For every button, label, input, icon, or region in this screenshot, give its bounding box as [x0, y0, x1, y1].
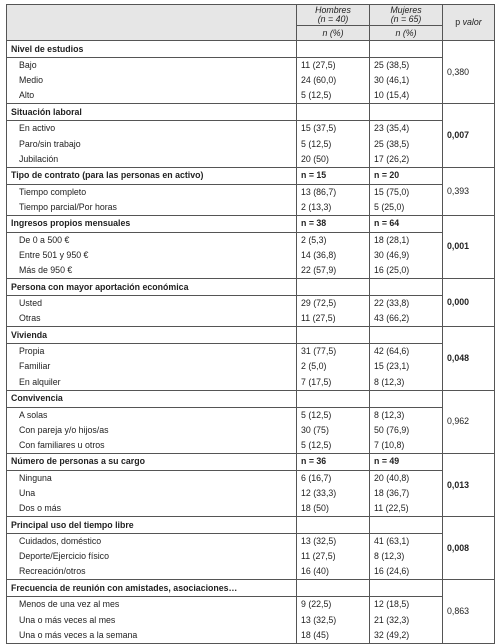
section-n-hombres [297, 104, 370, 121]
section-n-hombres [297, 517, 370, 534]
cell-hombres: 15 (37,5) [297, 121, 370, 137]
table-row [7, 423, 495, 438]
table-row [7, 58, 495, 74]
table-row [7, 73, 495, 88]
p-value: 0,000 [443, 279, 495, 327]
row-label: Recreación/otros [7, 564, 297, 580]
p-value: 0,380 [443, 41, 495, 104]
row-label: Propia [7, 344, 297, 360]
header-hombres-label: Hombres [315, 5, 351, 16]
header-n-pct-hombres: n (%) [297, 26, 370, 41]
section-title: Convivencia [7, 390, 297, 407]
cell-hombres: 13 (86,7) [297, 184, 370, 200]
table-row [7, 88, 495, 104]
row-label: Tiempo parcial/Por horas [7, 200, 297, 216]
row-label: Cuidados, doméstico [7, 534, 297, 550]
row-label: Una o más veces a la semana [7, 628, 297, 644]
cell-hombres: 14 (36,8) [297, 248, 370, 263]
cell-hombres: 29 (72,5) [297, 296, 370, 312]
row-label: Paro/sin trabajo [7, 136, 297, 151]
section-title: Nivel de estudios [7, 41, 297, 58]
table-row [7, 232, 495, 248]
table-row [7, 470, 495, 486]
table-row [7, 407, 495, 423]
section-title: Principal uso del tiempo libre [7, 517, 297, 534]
row-label: Alto [7, 88, 297, 104]
section-n-mujeres [370, 327, 443, 344]
cell-hombres: 9 (22,5) [297, 597, 370, 613]
cell-mujeres: 30 (46,9) [370, 248, 443, 263]
table-row [7, 121, 495, 137]
row-label: Una o más veces al mes [7, 612, 297, 627]
header-mujeres-label: Mujeres [390, 5, 422, 16]
table-row [7, 136, 495, 151]
table-row [7, 263, 495, 279]
header-p-prefix: p [455, 17, 461, 28]
cell-mujeres: 11 (22,5) [370, 501, 443, 517]
table-row [7, 151, 495, 167]
table-row [7, 628, 495, 644]
table-row [7, 184, 495, 200]
table-row [7, 311, 495, 327]
section-row [7, 41, 495, 58]
cell-hombres: 7 (17,5) [297, 374, 370, 390]
section-row [7, 453, 495, 470]
table-header [7, 5, 495, 41]
cell-mujeres: 20 (40,8) [370, 470, 443, 486]
cell-hombres: 2 (5,3) [297, 232, 370, 248]
cell-mujeres: 32 (49,2) [370, 628, 443, 644]
row-label: Ninguna [7, 470, 297, 486]
section-n-hombres: n = 38 [297, 215, 370, 232]
cell-mujeres: 8 (12,3) [370, 407, 443, 423]
cell-mujeres: 15 (75,0) [370, 184, 443, 200]
table-row [7, 549, 495, 564]
table-row [7, 374, 495, 390]
table-row [7, 486, 495, 501]
header-p-italic: valor [462, 17, 482, 28]
row-label: Entre 501 y 950 € [7, 248, 297, 263]
cell-mujeres: 18 (36,7) [370, 486, 443, 501]
table-row [7, 438, 495, 454]
row-label: Más de 950 € [7, 263, 297, 279]
p-value: 0,007 [443, 104, 495, 167]
section-n-mujeres [370, 104, 443, 121]
cell-mujeres: 7 (10,8) [370, 438, 443, 454]
row-label: En activo [7, 121, 297, 137]
section-row [7, 390, 495, 407]
section-row [7, 279, 495, 296]
table-row [7, 564, 495, 580]
cell-mujeres: 23 (35,4) [370, 121, 443, 137]
section-n-mujeres [370, 41, 443, 58]
row-label: De 0 a 500 € [7, 232, 297, 248]
section-n-hombres: n = 36 [297, 453, 370, 470]
row-label: Otras [7, 311, 297, 327]
section-row [7, 167, 495, 184]
cell-hombres: 13 (32,5) [297, 612, 370, 627]
row-label: Deporte/Ejercicio físico [7, 549, 297, 564]
header-mujeres [370, 5, 443, 26]
header-p-valor [443, 5, 495, 41]
cell-hombres: 2 (5,0) [297, 359, 370, 374]
cell-hombres: 5 (12,5) [297, 136, 370, 151]
table-body [7, 41, 495, 644]
cell-mujeres: 16 (25,0) [370, 263, 443, 279]
p-value: 0,393 [443, 167, 495, 215]
section-row [7, 517, 495, 534]
cell-hombres: 12 (33,3) [297, 486, 370, 501]
section-title: Persona con mayor aportación económica [7, 279, 297, 296]
cell-mujeres: 10 (15,4) [370, 88, 443, 104]
cell-hombres: 22 (57,9) [297, 263, 370, 279]
section-title: Número de personas a su cargo [7, 453, 297, 470]
section-title: Situación laboral [7, 104, 297, 121]
cell-hombres: 24 (60,0) [297, 73, 370, 88]
cell-hombres: 16 (40) [297, 564, 370, 580]
cell-hombres: 2 (13,3) [297, 200, 370, 216]
cell-hombres: 31 (77,5) [297, 344, 370, 360]
cell-mujeres: 12 (18,5) [370, 597, 443, 613]
row-label: A solas [7, 407, 297, 423]
table-row [7, 359, 495, 374]
row-label: Medio [7, 73, 297, 88]
section-n-hombres [297, 41, 370, 58]
p-value: 0,001 [443, 215, 495, 278]
row-label: En alquiler [7, 374, 297, 390]
section-n-hombres [297, 279, 370, 296]
p-value: 0,863 [443, 580, 495, 643]
table-row [7, 597, 495, 613]
cell-hombres: 5 (12,5) [297, 407, 370, 423]
cell-mujeres: 22 (33,8) [370, 296, 443, 312]
cell-mujeres: 43 (66,2) [370, 311, 443, 327]
row-label: Con pareja y/o hijos/as [7, 423, 297, 438]
header-blank-cell [7, 5, 297, 41]
row-label: Tiempo completo [7, 184, 297, 200]
cell-mujeres: 8 (12,3) [370, 549, 443, 564]
cell-mujeres: 8 (12,3) [370, 374, 443, 390]
section-title: Vivienda [7, 327, 297, 344]
cell-hombres: 11 (27,5) [297, 549, 370, 564]
row-label: Jubilación [7, 151, 297, 167]
cell-mujeres: 25 (38,5) [370, 58, 443, 74]
cell-mujeres: 5 (25,0) [370, 200, 443, 216]
section-row [7, 215, 495, 232]
cell-mujeres: 18 (28,1) [370, 232, 443, 248]
section-title: Tipo de contrato (para las personas en activo) [7, 167, 297, 184]
table-row [7, 612, 495, 627]
cell-hombres: 18 (50) [297, 501, 370, 517]
section-n-hombres [297, 327, 370, 344]
cell-mujeres: 41 (63,1) [370, 534, 443, 550]
section-row [7, 327, 495, 344]
header-mujeres-n: (n = 65) [390, 14, 422, 24]
row-label: Menos de una vez al mes [7, 597, 297, 613]
cell-hombres: 5 (12,5) [297, 88, 370, 104]
header-hombres-n: (n = 40) [317, 14, 349, 24]
cell-mujeres: 30 (46,1) [370, 73, 443, 88]
cell-hombres: 11 (27,5) [297, 58, 370, 74]
p-value: 0,048 [443, 327, 495, 390]
cell-hombres: 30 (75) [297, 423, 370, 438]
row-label: Dos o más [7, 501, 297, 517]
table-row [7, 534, 495, 550]
section-title: Frecuencia de reunión con amistades, asociaciones… [7, 580, 297, 597]
cell-mujeres: 17 (26,2) [370, 151, 443, 167]
cell-mujeres: 21 (32,3) [370, 612, 443, 627]
section-n-hombres: n = 15 [297, 167, 370, 184]
table-row [7, 200, 495, 216]
table-row [7, 501, 495, 517]
section-n-hombres [297, 390, 370, 407]
cell-mujeres: 25 (38,5) [370, 136, 443, 151]
p-value: 0,013 [443, 453, 495, 516]
row-label: Bajo [7, 58, 297, 74]
row-label: Usted [7, 296, 297, 312]
table-row [7, 248, 495, 263]
cell-hombres: 20 (50) [297, 151, 370, 167]
row-label: Una [7, 486, 297, 501]
cell-hombres: 6 (16,7) [297, 470, 370, 486]
header-hombres [297, 5, 370, 26]
cell-mujeres: 15 (23,1) [370, 359, 443, 374]
cell-hombres: 5 (12,5) [297, 438, 370, 454]
cell-mujeres: 42 (64,6) [370, 344, 443, 360]
section-n-mujeres: n = 20 [370, 167, 443, 184]
header-n-pct-mujeres: n (%) [370, 26, 443, 41]
section-n-mujeres [370, 517, 443, 534]
section-row [7, 580, 495, 597]
p-value: 0,008 [443, 517, 495, 580]
cell-hombres: 18 (45) [297, 628, 370, 644]
cell-hombres: 13 (32,5) [297, 534, 370, 550]
cell-hombres: 11 (27,5) [297, 311, 370, 327]
cell-mujeres: 16 (24,6) [370, 564, 443, 580]
section-n-mujeres: n = 64 [370, 215, 443, 232]
cell-mujeres: 50 (76,9) [370, 423, 443, 438]
section-n-mujeres [370, 279, 443, 296]
section-n-mujeres [370, 580, 443, 597]
section-n-mujeres [370, 390, 443, 407]
section-n-mujeres: n = 49 [370, 453, 443, 470]
row-label: Con familiares u otros [7, 438, 297, 454]
row-label: Familiar [7, 359, 297, 374]
table-row [7, 296, 495, 312]
section-row [7, 104, 495, 121]
table-row [7, 344, 495, 360]
section-n-hombres [297, 580, 370, 597]
section-title: Ingresos propios mensuales [7, 215, 297, 232]
p-value: 0,962 [443, 390, 495, 453]
data-table [6, 4, 495, 644]
